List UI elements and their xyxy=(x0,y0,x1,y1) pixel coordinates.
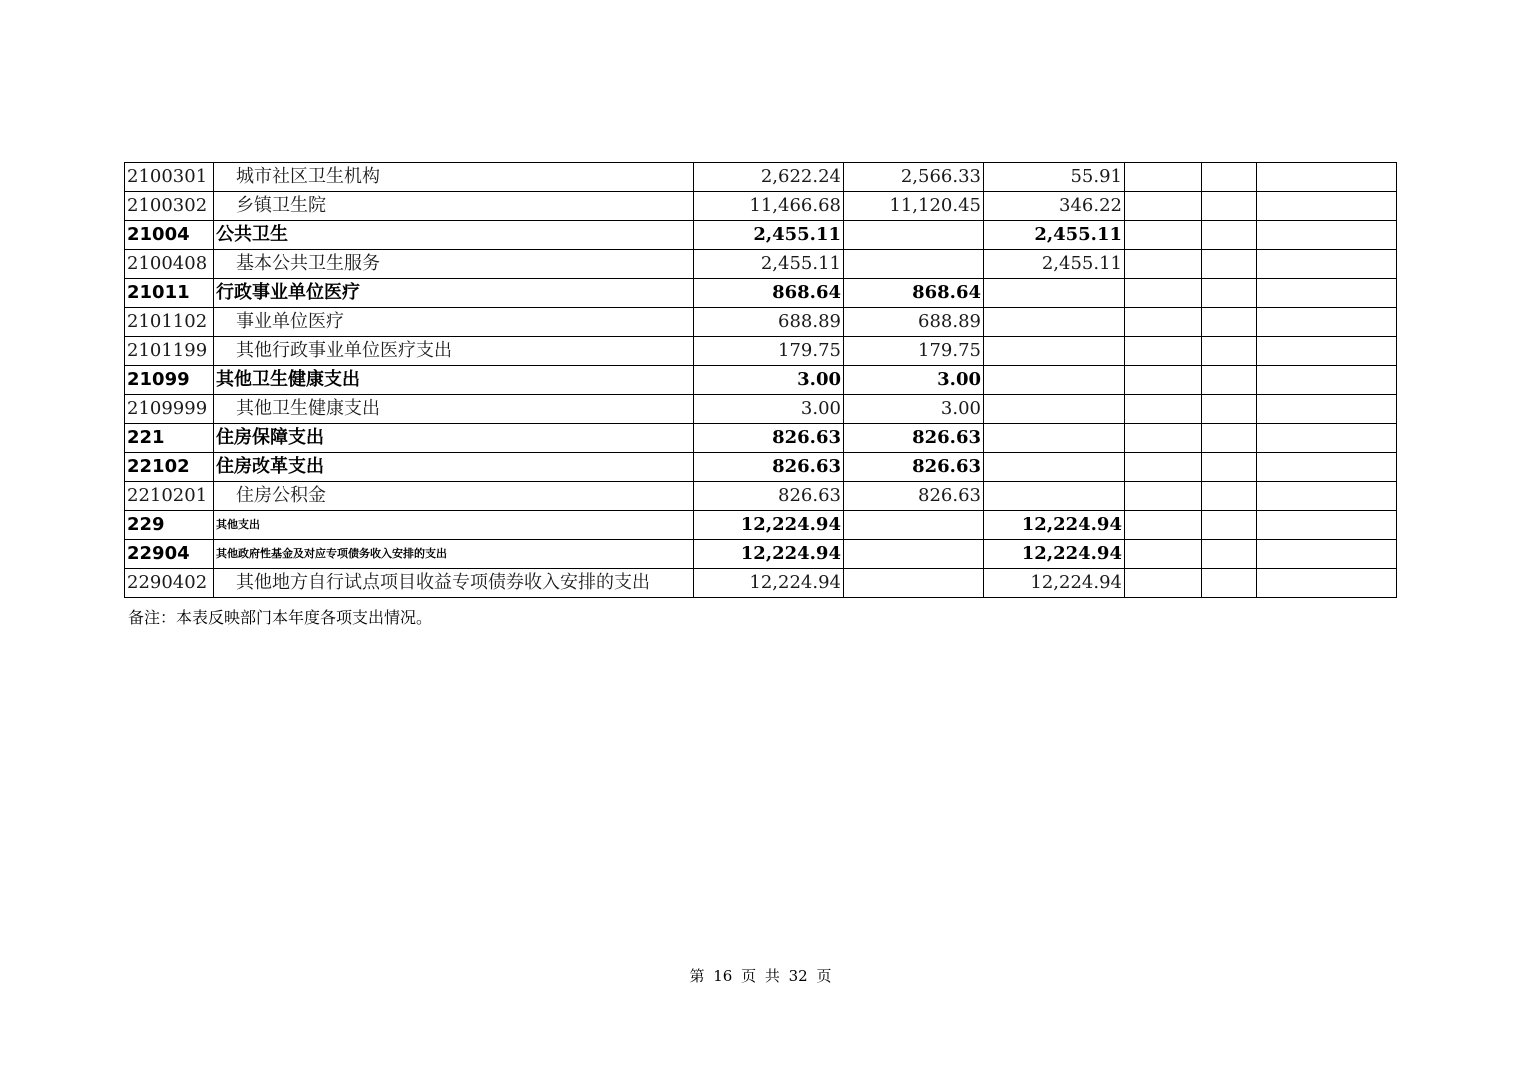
cell-col5 xyxy=(1202,482,1257,511)
cell-name: 住房保障支出 xyxy=(214,424,694,453)
cell-col5 xyxy=(1202,453,1257,482)
cell-name: 事业单位医疗 xyxy=(214,308,694,337)
cell-project: 12,224.94 xyxy=(984,511,1125,540)
cell-col6 xyxy=(1257,192,1397,221)
cell-project: 12,224.94 xyxy=(984,569,1125,598)
cell-col6 xyxy=(1257,540,1397,569)
table-row xyxy=(125,569,1397,598)
cell-total: 3.00 xyxy=(694,395,844,424)
cell-total: 826.63 xyxy=(694,424,844,453)
table-row xyxy=(125,540,1397,569)
cell-project: 346.22 xyxy=(984,192,1125,221)
cell-col6 xyxy=(1257,366,1397,395)
cell-col6 xyxy=(1257,511,1397,540)
cell-col5 xyxy=(1202,424,1257,453)
cell-col4 xyxy=(1125,511,1202,540)
cell-project: 55.91 xyxy=(984,163,1125,192)
cell-col4 xyxy=(1125,453,1202,482)
cell-project: 2,455.11 xyxy=(984,221,1125,250)
cell-project: 12,224.94 xyxy=(984,540,1125,569)
cell-code: 22904 xyxy=(125,540,214,569)
cell-project xyxy=(984,395,1125,424)
table-row xyxy=(125,192,1397,221)
cell-code: 221 xyxy=(125,424,214,453)
table-row xyxy=(125,250,1397,279)
cell-col4 xyxy=(1125,482,1202,511)
cell-basic: 179.75 xyxy=(844,337,984,366)
table-row xyxy=(125,163,1397,192)
cell-basic: 826.63 xyxy=(844,424,984,453)
cell-name: 公共卫生 xyxy=(214,221,694,250)
cell-basic: 688.89 xyxy=(844,308,984,337)
table-row xyxy=(125,366,1397,395)
cell-project xyxy=(984,424,1125,453)
cell-code: 2109999 xyxy=(125,395,214,424)
cell-col6 xyxy=(1257,424,1397,453)
cell-total: 868.64 xyxy=(694,279,844,308)
cell-col4 xyxy=(1125,424,1202,453)
cell-col5 xyxy=(1202,163,1257,192)
cell-name: 行政事业单位医疗 xyxy=(214,279,694,308)
cell-name: 住房改革支出 xyxy=(214,453,694,482)
cell-col4 xyxy=(1125,540,1202,569)
cell-basic: 11,120.45 xyxy=(844,192,984,221)
cell-col6 xyxy=(1257,279,1397,308)
cell-col6 xyxy=(1257,337,1397,366)
expenditure-table xyxy=(124,162,1397,598)
cell-code: 2290402 xyxy=(125,569,214,598)
cell-code: 2100301 xyxy=(125,163,214,192)
cell-total: 826.63 xyxy=(694,482,844,511)
cell-project xyxy=(984,308,1125,337)
cell-code: 2210201 xyxy=(125,482,214,511)
cell-col4 xyxy=(1125,366,1202,395)
cell-total: 2,622.24 xyxy=(694,163,844,192)
cell-col5 xyxy=(1202,279,1257,308)
cell-basic xyxy=(844,511,984,540)
cell-basic xyxy=(844,540,984,569)
table-row xyxy=(125,308,1397,337)
cell-col4 xyxy=(1125,279,1202,308)
cell-project xyxy=(984,366,1125,395)
cell-col4 xyxy=(1125,395,1202,424)
cell-col5 xyxy=(1202,511,1257,540)
cell-total: 12,224.94 xyxy=(694,540,844,569)
cell-col6 xyxy=(1257,395,1397,424)
cell-name: 乡镇卫生院 xyxy=(214,192,694,221)
table-row xyxy=(125,279,1397,308)
cell-total: 688.89 xyxy=(694,308,844,337)
cell-total: 12,224.94 xyxy=(694,569,844,598)
cell-col5 xyxy=(1202,569,1257,598)
cell-col5 xyxy=(1202,192,1257,221)
cell-code: 22102 xyxy=(125,453,214,482)
cell-total: 11,466.68 xyxy=(694,192,844,221)
cell-col5 xyxy=(1202,540,1257,569)
cell-name: 其他支出 xyxy=(214,511,694,540)
cell-col4 xyxy=(1125,569,1202,598)
table-row xyxy=(125,482,1397,511)
page-footer: 第 16 页 共 32 页 xyxy=(689,967,832,985)
cell-col4 xyxy=(1125,163,1202,192)
table-row xyxy=(125,337,1397,366)
cell-code: 2101102 xyxy=(125,308,214,337)
cell-total: 2,455.11 xyxy=(694,250,844,279)
cell-name: 其他行政事业单位医疗支出 xyxy=(214,337,694,366)
cell-col5 xyxy=(1202,337,1257,366)
cell-col4 xyxy=(1125,192,1202,221)
expenditure-table-container xyxy=(124,162,1397,598)
cell-project xyxy=(984,279,1125,308)
cell-basic: 868.64 xyxy=(844,279,984,308)
cell-col6 xyxy=(1257,250,1397,279)
cell-col4 xyxy=(1125,221,1202,250)
cell-col6 xyxy=(1257,453,1397,482)
cell-basic xyxy=(844,250,984,279)
table-note: 备注：本表反映部门本年度各项支出情况。 xyxy=(128,608,433,627)
cell-code: 21099 xyxy=(125,366,214,395)
cell-col5 xyxy=(1202,395,1257,424)
cell-col6 xyxy=(1257,482,1397,511)
cell-name: 基本公共卫生服务 xyxy=(214,250,694,279)
cell-name: 城市社区卫生机构 xyxy=(214,163,694,192)
table-row xyxy=(125,511,1397,540)
cell-col6 xyxy=(1257,163,1397,192)
cell-total: 179.75 xyxy=(694,337,844,366)
cell-col6 xyxy=(1257,221,1397,250)
cell-name: 其他地方自行试点项目收益专项债券收入安排的支出 xyxy=(214,569,694,598)
cell-name: 其他政府性基金及对应专项债务收入安排的支出 xyxy=(214,540,694,569)
cell-total: 3.00 xyxy=(694,366,844,395)
cell-name: 其他卫生健康支出 xyxy=(214,366,694,395)
cell-col5 xyxy=(1202,366,1257,395)
cell-basic: 826.63 xyxy=(844,482,984,511)
cell-code: 2100408 xyxy=(125,250,214,279)
table-body xyxy=(125,163,1397,598)
cell-project xyxy=(984,482,1125,511)
table-row xyxy=(125,424,1397,453)
table-row xyxy=(125,221,1397,250)
cell-col5 xyxy=(1202,250,1257,279)
table-row xyxy=(125,395,1397,424)
cell-project: 2,455.11 xyxy=(984,250,1125,279)
cell-project xyxy=(984,337,1125,366)
cell-col4 xyxy=(1125,250,1202,279)
cell-col5 xyxy=(1202,221,1257,250)
cell-basic: 3.00 xyxy=(844,366,984,395)
cell-col6 xyxy=(1257,569,1397,598)
cell-total: 2,455.11 xyxy=(694,221,844,250)
cell-col6 xyxy=(1257,308,1397,337)
cell-col4 xyxy=(1125,337,1202,366)
cell-code: 2100302 xyxy=(125,192,214,221)
cell-basic: 2,566.33 xyxy=(844,163,984,192)
cell-project xyxy=(984,453,1125,482)
cell-code: 21011 xyxy=(125,279,214,308)
cell-basic: 826.63 xyxy=(844,453,984,482)
cell-total: 12,224.94 xyxy=(694,511,844,540)
cell-basic xyxy=(844,221,984,250)
cell-col4 xyxy=(1125,308,1202,337)
cell-code: 2101199 xyxy=(125,337,214,366)
cell-col5 xyxy=(1202,308,1257,337)
cell-name: 其他卫生健康支出 xyxy=(214,395,694,424)
cell-total: 826.63 xyxy=(694,453,844,482)
cell-code: 229 xyxy=(125,511,214,540)
cell-code: 21004 xyxy=(125,221,214,250)
cell-basic: 3.00 xyxy=(844,395,984,424)
cell-basic xyxy=(844,569,984,598)
table-row xyxy=(125,453,1397,482)
cell-name: 住房公积金 xyxy=(214,482,694,511)
